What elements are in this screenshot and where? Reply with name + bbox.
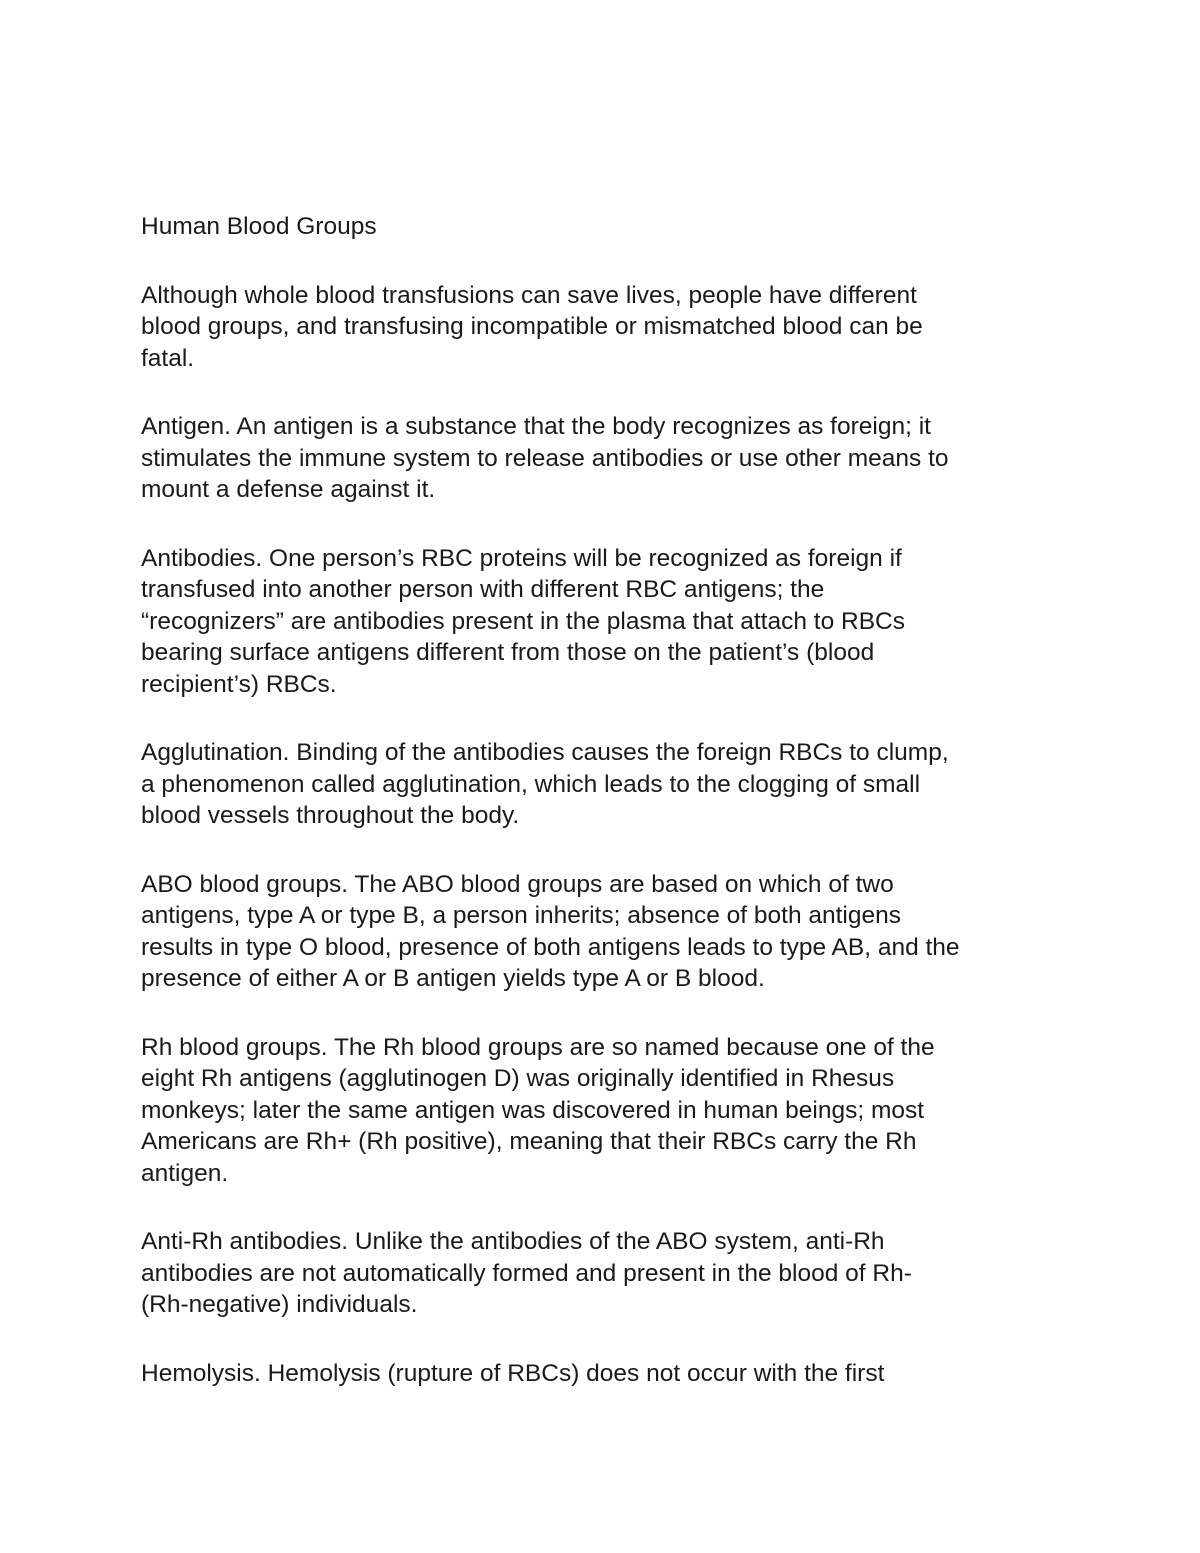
paragraph-rh-blood-groups: Rh blood groups. The Rh blood groups are so named because one of the eight Rh antigens (agglutinogen D) was originally identified in Rhesus monkeys; later the same antigen was discovered in human beings; most Americans are Rh+ (Rh positive), meaning that their RBCs carry the Rh antigen. (141, 1033, 935, 1187)
paragraph-hemolysis: Hemolysis. Hemolysis (rupture of RBCs) does not occur with the first (141, 1359, 885, 1387)
paragraph-intro: Although whole blood transfusions can save lives, people have different blood groups, and transfusing incompatible or mismatched blood can be fatal. (141, 281, 923, 372)
paragraph-antigen: Antigen. An antigen is a substance that the body recognizes as foreign; it stimulates the immune system to release antibodies or use other means to mount a defense against it. (141, 413, 949, 503)
document-body (141, 211, 1071, 1426)
paragraph-abo-blood-groups: ABO blood groups. The ABO blood groups are based on which of two antigens, type A or type B, a person inherits; absence of both antigens results in type O blood, presence of both antigens leads to type AB, and the presence of either A or B antigen yields type A or B blood. (141, 870, 960, 992)
paragraph-anti-rh-antibodies: Anti-Rh antibodies. Unlike the antibodies of the ABO system, anti-Rh antibodies are not automatically formed and present in the blood of Rh- (Rh-negative) individuals. (141, 1228, 912, 1318)
document-title: Human Blood Groups (141, 213, 377, 240)
paragraph-antibodies: Antibodies. One person’s RBC proteins will be recognized as foreign if transfused into another person with different RBC antigens; the “recognizers” are antibodies present in the plasma that attach to RBCs bearing surface antigens different from those on the patient’s (blood recipient’s) RBCs. (141, 544, 905, 698)
paragraph-agglutination: Agglutination. Binding of the antibodies causes the foreign RBCs to clump, a phenomenon called agglutination, which leads to the clogging of small blood vessels throughout the body. (141, 739, 949, 829)
